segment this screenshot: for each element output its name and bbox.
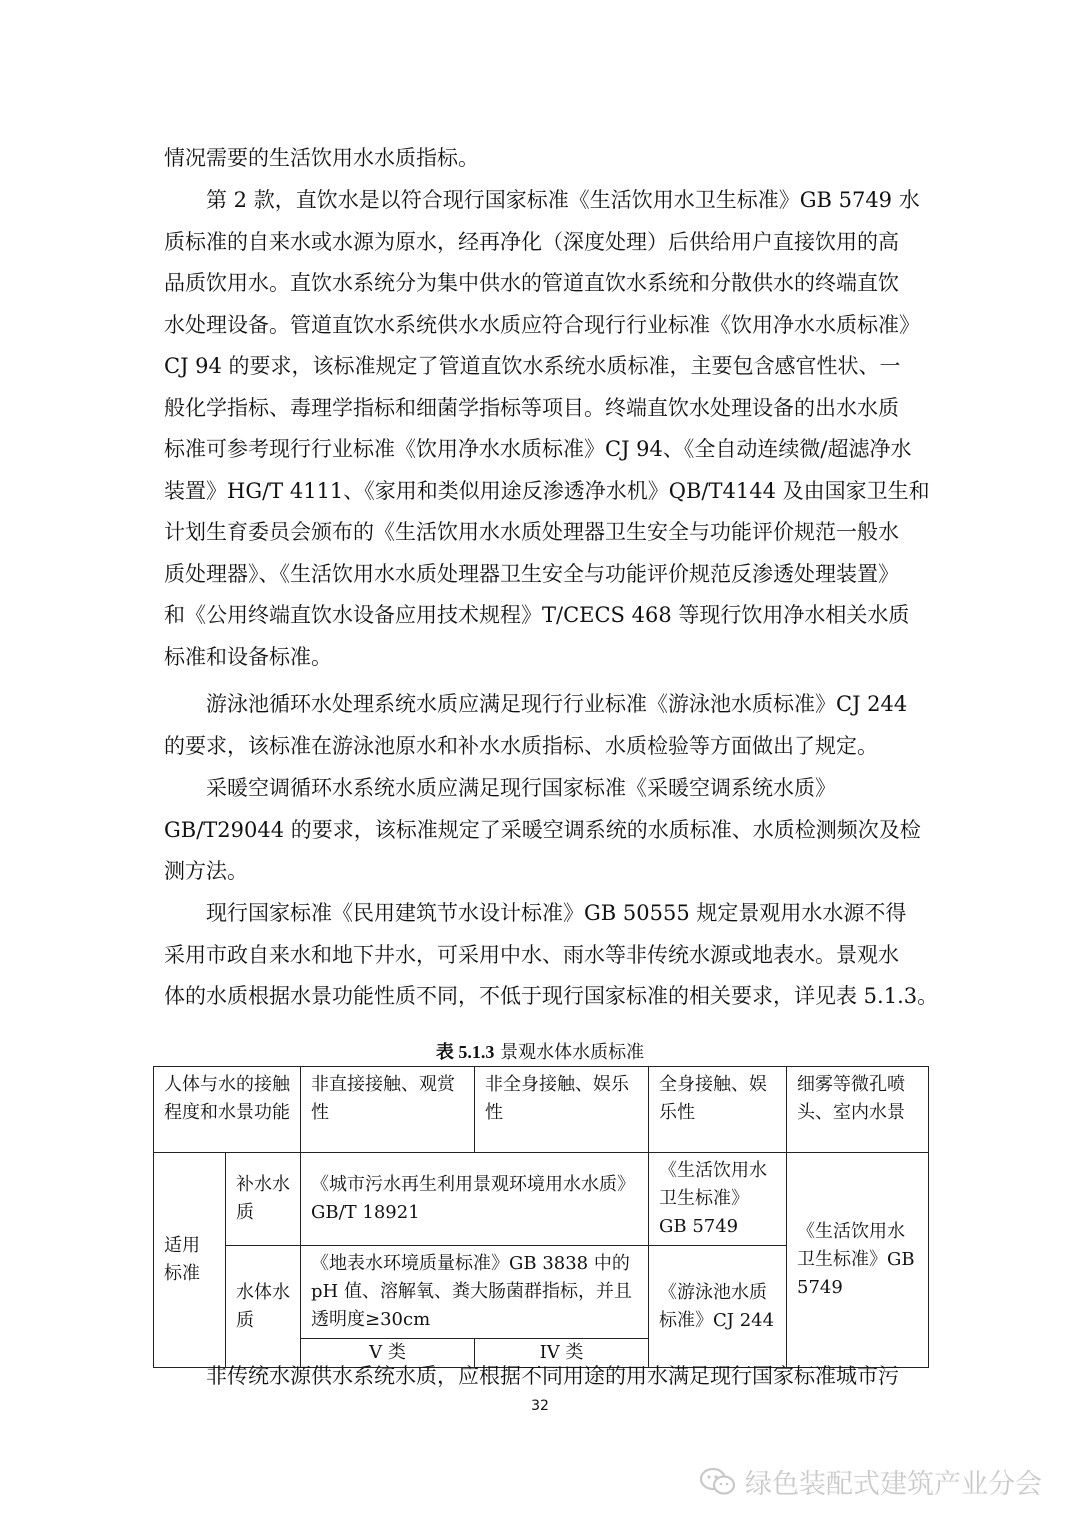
body-full-contact-standard: 《游泳池水质标准》CJ 244	[649, 1246, 787, 1368]
text-line: 第 2 款，直饮水是以符合现行国家标准《生活饮用水卫生标准》GB 5749 水	[164, 188, 920, 212]
header-cell-viewing: 非直接接触、观赏性	[301, 1067, 475, 1153]
text-line: 标准和设备标准。	[164, 644, 332, 669]
watermark	[699, 1462, 1042, 1501]
paragraph	[164, 180, 930, 678]
body-standard: 《地表水环境质量标准》GB 3838 中的 pH 值、溶解氧、粪大肠菌群指标，并且透明度≥30cm	[301, 1246, 649, 1339]
text-line: 测方法。	[164, 859, 248, 883]
text-line: 品质饮用水。直饮水系统分为集中供水的管道直饮水系统和分散供水的终端直饮	[164, 271, 899, 295]
replenish-label: 补水水质	[226, 1153, 301, 1246]
text-line: 计划生育委员会颁布的《生活饮用水水质处理器卫生安全与功能评价规范一般水	[164, 520, 899, 544]
paragraph	[164, 893, 939, 1018]
text-line: 质标准的自来水或水源为原水，经再净化（深度处理）后供给用户直接饮用的高	[164, 229, 899, 254]
paragraph	[164, 138, 920, 180]
text-line: GB/T29044 的要求，该标准规定了采暖空调系统的水质标准、水质检测频次及检	[164, 817, 921, 842]
page-number: 32	[531, 1398, 549, 1414]
after-table-paragraph	[164, 1356, 920, 1398]
table-caption-title: 景观水体水质标准	[500, 1042, 645, 1063]
text-line: 质处理器》、《生活饮用水水质处理器卫生安全与功能评价规范反渗透处理装置》	[164, 561, 899, 586]
replenish-standard: 《城市污水再生利用景观环境用水水质》GB/T 18921	[301, 1153, 649, 1246]
body-label: 水体水质	[226, 1246, 301, 1368]
text-line: 装置》HG/T 4111、《家用和类似用途反渗透净水机》QB/T4144 及由国家卫生和	[164, 478, 930, 503]
text-line: 采暖空调循环水系统水质应满足现行国家标准《采暖空调系统水质》	[164, 776, 836, 800]
replenish-full-contact-standard: 《生活饮用水卫生标准》GB 5749	[649, 1153, 787, 1246]
water-quality-table	[153, 1066, 929, 1368]
table-row-replenish	[154, 1153, 929, 1246]
watermark-text: 绿色装配式建筑产业分会	[745, 1469, 1042, 1500]
wechat-icon	[699, 1466, 737, 1498]
header-cell-full: 全身接触、娱乐性	[649, 1067, 787, 1153]
table-caption-number: 表 5.1.3	[435, 1042, 495, 1062]
text-line: 水处理设备。管道直饮水系统供水水质应符合现行行业标准《饮用净水水质标准》	[164, 312, 920, 337]
class-b: IV 类	[475, 1339, 649, 1368]
text-line: 和《公用终端直饮水设备应用技术规程》T/CECS 468 等现行饮用净水相关水质	[164, 603, 910, 627]
text-line: 标准可参考现行行业标准《饮用净水水质标准》CJ 94、《全自动连续微/超滤净水	[164, 437, 912, 461]
paragraph	[164, 684, 920, 767]
header-cell-contact: 人体与水的接触程度和水景功能	[154, 1067, 301, 1153]
header-cell-mist: 细雾等微孔喷头、室内水景	[787, 1067, 929, 1153]
text-line: 的要求，该标准在游泳池原水和补水水质指标、水质检验等方面做出了规定。	[164, 733, 878, 758]
mist-standard: 《生活饮用水卫生标准》GB 5749	[787, 1153, 929, 1368]
header-cell-partial: 非全身接触、娱乐性	[475, 1067, 649, 1153]
row-group-label: 适用标准	[154, 1153, 226, 1368]
table-header-row	[154, 1067, 929, 1153]
text-line: 情况需要的生活饮用水水质指标。	[164, 146, 479, 170]
text-line: 体的水质根据水景功能性质不同，不低于现行国家标准的相关要求，详见表 5.1.3。	[164, 984, 939, 1008]
text-line: 非传统水源供水系统水质，应根据不同用途的用水满足现行国家标准城市污	[164, 1364, 899, 1388]
class-a: V 类	[301, 1339, 475, 1368]
text-line: 现行国家标准《民用建筑节水设计标准》GB 50555 规定景观用水水源不得	[164, 901, 907, 925]
text-line: 般化学指标、毒理学指标和细菌学指标等项目。终端直饮水处理设备的出水水质	[164, 395, 899, 420]
text-line: CJ 94 的要求，该标准规定了管道直饮水系统水质标准，主要包含感官性状、一	[164, 354, 901, 378]
table-caption	[0, 1037, 1080, 1068]
text-line: 采用市政自来水和地下井水，可采用中水、雨水等非传统水源或地表水。景观水	[164, 942, 899, 967]
paragraph	[164, 768, 920, 893]
text-line: 游泳池循环水处理系统水质应满足现行行业标准《游泳池水质标准》CJ 244	[164, 692, 908, 716]
